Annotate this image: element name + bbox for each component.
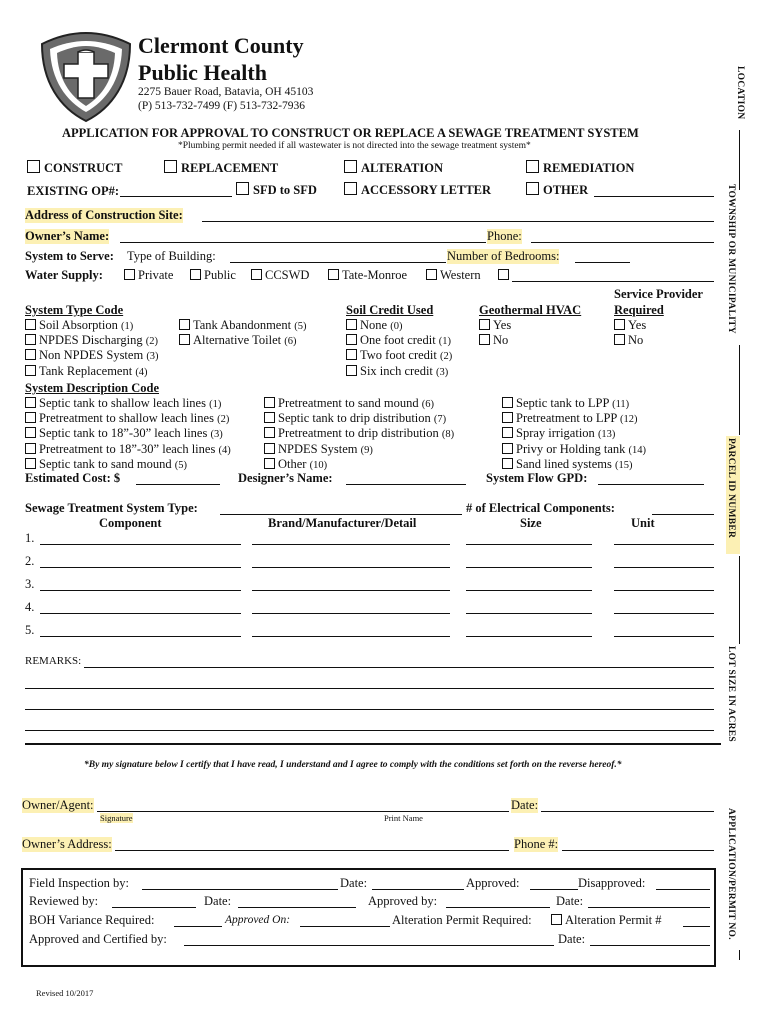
accessory-label: ACCESSORY LETTER: [361, 183, 492, 197]
service-no-option[interactable]: [614, 333, 646, 348]
remarks-line[interactable]: [25, 730, 714, 731]
electrical-label: # of Electrical Components:: [466, 501, 615, 515]
system-type-checkbox[interactable]: [25, 319, 36, 330]
component-header: Component: [99, 516, 162, 530]
org-name-line2: Public Health: [138, 60, 267, 85]
boh-variance-label: BOH Variance Required:: [29, 913, 155, 927]
field-inspection-field[interactable]: [142, 889, 338, 890]
certified-field[interactable]: [184, 945, 554, 946]
revision-note: Revised 10/2017: [36, 988, 94, 998]
field-inspection-label: Field Inspection by:: [29, 876, 129, 890]
component-field[interactable]: [252, 613, 450, 614]
description-option[interactable]: [25, 411, 231, 426]
component-field[interactable]: [466, 544, 592, 545]
service-yes-option[interactable]: [614, 318, 646, 333]
field-date-field[interactable]: [372, 889, 464, 890]
service-provider-subheading: Required: [614, 303, 664, 317]
option-label: Septic tank to sand mound: [39, 456, 172, 471]
component-field[interactable]: [614, 590, 714, 591]
approved-on-field[interactable]: [300, 926, 390, 927]
component-field[interactable]: [40, 567, 241, 568]
water-private-checkbox[interactable]: [124, 269, 135, 280]
system-type-option[interactable]: [179, 333, 306, 348]
geothermal-no-option[interactable]: [479, 333, 511, 348]
sfd-checkbox[interactable]: [236, 182, 249, 195]
sidebar-location: LOCATION: [735, 66, 745, 120]
certified-date-field[interactable]: [590, 945, 710, 946]
bedrooms-label: Number of Bedrooms:: [447, 249, 560, 263]
option-code: (2): [217, 414, 230, 426]
system-type-field[interactable]: [220, 514, 462, 515]
sidebar-rule: [739, 950, 740, 960]
owner-agent-field[interactable]: [97, 811, 509, 812]
replacement-label: REPLACEMENT: [181, 161, 279, 175]
water-public-label: Public: [204, 268, 236, 282]
approved-by-label: Approved by:: [368, 894, 438, 908]
water-private-label: Private: [138, 268, 174, 282]
sidebar-rule: [739, 130, 740, 190]
component-field[interactable]: [40, 590, 241, 591]
system-type-label: Sewage Treatment System Type:: [25, 501, 198, 515]
existing-op-label: EXISTING OP#:: [27, 184, 120, 198]
approved-field[interactable]: [530, 889, 578, 890]
sign-date-field[interactable]: [541, 811, 714, 812]
service-yes-checkbox[interactable]: [614, 319, 625, 330]
option-code: (0): [390, 321, 403, 332]
sfd-option[interactable]: [236, 182, 317, 198]
remediation-label: REMEDIATION: [543, 161, 635, 175]
water-ccswd-label: CCSWD: [265, 268, 310, 282]
electrical-field[interactable]: [652, 514, 714, 515]
sfd-label: SFD to SFD: [253, 183, 317, 197]
component-row-number: 2.: [25, 554, 35, 568]
description-option[interactable]: [264, 396, 454, 411]
component-row-number: 4.: [25, 600, 35, 614]
flow-label: System Flow GPD:: [486, 471, 588, 485]
description-checkbox[interactable]: [264, 427, 275, 438]
option-code: (4): [218, 444, 231, 456]
description-option[interactable]: [25, 442, 231, 457]
description-col3: [502, 396, 646, 472]
approved-on-label: Approved On:: [225, 914, 291, 926]
certified-label: Approved and Certified by:: [29, 932, 167, 946]
description-checkbox[interactable]: [502, 427, 513, 438]
accessory-option[interactable]: [344, 182, 491, 198]
component-field[interactable]: [252, 636, 450, 637]
system-type-option[interactable]: [25, 364, 159, 379]
description-checkbox[interactable]: [502, 458, 513, 469]
disapproved-label: Disapproved:: [578, 876, 646, 890]
other-checkbox[interactable]: [526, 182, 539, 195]
address-field[interactable]: [202, 221, 714, 222]
system-type-heading: System Type Code: [25, 303, 124, 317]
component-row-number: 5.: [25, 623, 35, 637]
construct-label: CONSTRUCT: [44, 161, 123, 175]
geothermal-yes-checkbox[interactable]: [479, 319, 490, 330]
soil-credit-checkbox[interactable]: [346, 349, 357, 360]
soil-credit-heading: Soil Credit Used: [346, 303, 434, 317]
option-code: (12): [620, 414, 638, 426]
soil-credit-checkbox[interactable]: [346, 365, 357, 376]
option-label: Yes: [628, 318, 647, 332]
system-type-checkbox[interactable]: [25, 349, 36, 360]
option-label: Yes: [493, 318, 512, 332]
disapproved-field[interactable]: [656, 889, 710, 890]
component-field[interactable]: [466, 567, 592, 568]
approved-by-field[interactable]: [446, 907, 550, 908]
remarks-line[interactable]: [25, 709, 714, 710]
water-tate-checkbox[interactable]: [328, 269, 339, 280]
description-checkbox[interactable]: [25, 458, 36, 469]
description-checkbox[interactable]: [25, 427, 36, 438]
water-other-checkbox[interactable]: [498, 269, 509, 280]
replacement-option[interactable]: [164, 160, 278, 176]
org-address: 2275 Bauer Road, Batavia, OH 45103: [138, 86, 314, 98]
certification-statement: *By my signature below I certify that I have read, I understand and I agree to comply with the conditions set forth on the reverse hereof.*: [84, 760, 622, 770]
form-subtitle: *Plumbing permit needed if all wastewater is not directed into the sewage treatment system*: [178, 141, 531, 151]
option-code: (6): [421, 399, 434, 410]
remarks-line[interactable]: [25, 688, 714, 689]
water-private-option[interactable]: [124, 268, 173, 283]
sidebar-rule: [739, 345, 740, 435]
option-code: (15): [614, 459, 633, 471]
soil-credit-list: [346, 318, 452, 379]
reviewed-field[interactable]: [112, 907, 196, 908]
component-field[interactable]: [614, 636, 714, 637]
sign-date-label: Date:: [511, 798, 539, 812]
system-type-option[interactable]: [25, 333, 159, 348]
option-label: Soil Absorption: [39, 318, 118, 332]
reviewed-date-label: Date:: [204, 894, 232, 908]
option-label: Non NPDES System: [39, 348, 144, 363]
option-label: Six inch credit: [360, 363, 433, 378]
existing-op-field[interactable]: [120, 196, 232, 197]
bedrooms-field[interactable]: [575, 262, 630, 263]
description-checkbox[interactable]: [502, 412, 513, 423]
option-code: (10): [309, 459, 328, 471]
reviewed-label: Reviewed by:: [29, 894, 99, 908]
component-field[interactable]: [614, 544, 714, 545]
description-option[interactable]: [502, 426, 646, 441]
system-type-checkbox[interactable]: [179, 319, 190, 330]
accessory-checkbox[interactable]: [344, 182, 357, 195]
print-name-caption: Print Name: [384, 813, 423, 823]
other-label: OTHER: [543, 183, 589, 197]
alteration-num-label: Alteration Permit #: [565, 913, 662, 927]
description-option[interactable]: [25, 396, 231, 411]
option-label: Septic tank to 18”-30” leach lines: [39, 426, 208, 441]
description-heading: System Description Code: [25, 381, 160, 395]
other-field[interactable]: [594, 196, 714, 197]
alteration-option[interactable]: [344, 160, 443, 176]
option-label: Pretreatment to drip distribution: [278, 426, 439, 441]
remediation-checkbox[interactable]: [526, 160, 539, 173]
water-other-field[interactable]: [512, 281, 714, 282]
form-title: APPLICATION FOR APPROVAL TO CONSTRUCT OR REPLACE A SEWAGE TREATMENT SYSTEM: [62, 126, 639, 140]
option-label: Alternative Toilet: [193, 333, 282, 348]
component-field[interactable]: [40, 613, 241, 614]
approved-by-date-label: Date:: [556, 894, 584, 908]
option-label: Septic tank to LPP: [516, 396, 609, 410]
option-label: One foot credit: [360, 333, 436, 348]
replacement-checkbox[interactable]: [164, 160, 177, 173]
system-type-checkbox[interactable]: [179, 334, 190, 345]
option-code: (3): [436, 366, 449, 378]
boh-variance-field[interactable]: [174, 926, 222, 927]
option-code: (7): [433, 414, 447, 426]
owner-name-field[interactable]: [120, 242, 486, 243]
option-code: (8): [441, 429, 455, 441]
option-label: None: [360, 318, 388, 332]
component-field[interactable]: [466, 590, 592, 591]
option-code: (11): [612, 399, 630, 410]
option-label: Pretreatment to shallow leach lines: [39, 411, 214, 426]
construct-option[interactable]: [27, 160, 123, 176]
system-type-checkbox[interactable]: [25, 365, 36, 376]
component-field[interactable]: [40, 636, 241, 637]
description-option[interactable]: [502, 411, 646, 426]
soil-credit-option[interactable]: [346, 364, 452, 379]
alteration-required-checkbox[interactable]: [551, 914, 562, 925]
option-code: (5): [294, 321, 307, 332]
description-col2: [264, 396, 454, 472]
option-code: (2): [145, 336, 158, 348]
construct-checkbox[interactable]: [27, 160, 40, 173]
option-label: Spray irrigation: [516, 426, 595, 441]
description-option[interactable]: [264, 426, 454, 441]
component-row-number: 3.: [25, 577, 35, 591]
flow-field[interactable]: [598, 484, 704, 485]
option-code: (2): [440, 351, 453, 363]
option-code: (6): [284, 336, 297, 348]
sidebar-parcel: PARCEL ID NUMBER: [726, 438, 736, 539]
system-type-option[interactable]: [25, 348, 159, 363]
other-option[interactable]: [526, 182, 588, 198]
option-label: Tank Abandonment: [193, 318, 292, 332]
owner-phone-label: Phone #:: [514, 837, 559, 851]
alteration-required-option[interactable]: [551, 913, 662, 928]
component-field[interactable]: [252, 590, 450, 591]
option-code: (4): [135, 366, 148, 378]
remediation-option[interactable]: [526, 160, 634, 176]
soil-credit-checkbox[interactable]: [346, 319, 357, 330]
water-tate-label: Tate-Monroe: [342, 268, 408, 282]
system-type-col1: [25, 318, 159, 379]
reviewed-date-field[interactable]: [238, 907, 356, 908]
option-label: No: [493, 333, 509, 348]
system-type-option[interactable]: [25, 318, 159, 333]
option-code: (5): [174, 459, 187, 471]
service-provider-heading: Service Provider: [614, 287, 703, 301]
water-public-checkbox[interactable]: [190, 269, 201, 280]
alteration-num-field[interactable]: [683, 926, 710, 927]
water-western-label: Western: [440, 268, 481, 282]
description-checkbox[interactable]: [25, 412, 36, 423]
description-checkbox[interactable]: [264, 443, 275, 454]
service-no-checkbox[interactable]: [614, 334, 625, 345]
unit-header: Unit: [631, 516, 655, 530]
component-field[interactable]: [466, 636, 592, 637]
soil-credit-option[interactable]: [346, 333, 452, 348]
component-field[interactable]: [40, 544, 241, 545]
option-label: Privy or Holding tank: [516, 441, 626, 456]
service-provider-list: [614, 318, 646, 348]
option-code: (3): [210, 429, 223, 441]
designer-label: Designer’s Name:: [238, 471, 333, 485]
approved-label: Approved:: [466, 876, 520, 890]
description-checkbox[interactable]: [25, 397, 36, 408]
owner-address-field[interactable]: [115, 850, 509, 851]
description-checkbox[interactable]: [264, 397, 275, 408]
remarks-line[interactable]: [84, 667, 714, 668]
option-code: (1): [438, 336, 452, 348]
option-label: Two foot credit: [360, 348, 437, 363]
designer-field[interactable]: [346, 484, 466, 485]
component-field[interactable]: [614, 613, 714, 614]
geothermal-yes-option[interactable]: [479, 318, 511, 333]
option-code: (1): [209, 399, 222, 410]
alteration-required-label: Alteration Permit Required:: [392, 913, 532, 927]
water-ccswd-option[interactable]: [251, 268, 309, 283]
owner-address-label: Owner’s Address:: [22, 837, 112, 851]
description-option[interactable]: [25, 426, 231, 441]
description-option[interactable]: [264, 442, 454, 457]
option-label: No: [628, 333, 644, 348]
water-tate-option[interactable]: [328, 268, 407, 283]
approved-by-date-field[interactable]: [588, 907, 710, 908]
description-option[interactable]: [502, 457, 646, 472]
option-code: (3): [146, 351, 159, 363]
system-serve-label: System to Serve:: [25, 249, 114, 263]
water-western-checkbox[interactable]: [426, 269, 437, 280]
field-date-label: Date:: [340, 876, 368, 890]
description-option[interactable]: [502, 396, 646, 411]
option-label: Sand lined systems: [516, 456, 612, 471]
option-label: Tank Replacement: [39, 363, 133, 378]
component-field[interactable]: [466, 613, 592, 614]
geothermal-heading: Geothermal HVAC: [479, 303, 582, 317]
certified-date-label: Date:: [558, 932, 586, 946]
component-row-number: 1.: [25, 531, 35, 545]
option-label: Septic tank to shallow leach lines: [39, 396, 206, 410]
water-public-option[interactable]: [190, 268, 236, 283]
water-other-option[interactable]: [498, 268, 512, 283]
owner-phone-field[interactable]: [562, 850, 714, 851]
option-label: Other: [278, 456, 307, 471]
soil-credit-option[interactable]: [346, 318, 452, 333]
system-type-col2: [179, 318, 306, 348]
description-checkbox[interactable]: [502, 443, 513, 454]
org-name-line1: Clermont County: [138, 33, 304, 58]
size-header: Size: [520, 516, 542, 530]
remarks-bottom-rule: [25, 743, 721, 745]
description-option[interactable]: [502, 442, 646, 457]
water-supply-label: Water Supply:: [25, 268, 103, 282]
sidebar-rule: [739, 556, 740, 644]
description-checkbox[interactable]: [502, 397, 513, 408]
owner-agent-label: Owner/Agent:: [22, 798, 94, 812]
option-label: Pretreatment to 18”-30” leach lines: [39, 441, 216, 456]
soil-credit-option[interactable]: [346, 348, 452, 363]
geothermal-no-checkbox[interactable]: [479, 334, 490, 345]
signature-caption: Signature: [100, 813, 133, 823]
description-option[interactable]: [264, 457, 454, 472]
component-field[interactable]: [252, 544, 450, 545]
system-type-checkbox[interactable]: [25, 334, 36, 345]
water-western-option[interactable]: [426, 268, 481, 283]
building-type-label: Type of Building:: [127, 249, 216, 263]
option-label: NPDES System: [278, 441, 358, 456]
soil-credit-checkbox[interactable]: [346, 334, 357, 345]
brand-header: Brand/Manufacturer/Detail: [268, 516, 417, 530]
component-field[interactable]: [252, 567, 450, 568]
component-field[interactable]: [614, 567, 714, 568]
org-phones: (P) 513-732-7499 (F) 513-732-7936: [138, 100, 306, 112]
description-checkbox[interactable]: [264, 458, 275, 469]
description-option[interactable]: [264, 411, 454, 426]
option-label: Pretreatment to sand mound: [278, 396, 419, 410]
remarks-label: REMARKS:: [25, 655, 82, 667]
building-type-field[interactable]: [230, 262, 446, 263]
description-checkbox[interactable]: [25, 443, 36, 454]
org-name: [138, 32, 304, 86]
option-label: NPDES Discharging: [39, 333, 143, 348]
logo-icon: [38, 30, 134, 124]
owner-name-label: Owner’s Name:: [25, 229, 110, 243]
description-checkbox[interactable]: [264, 412, 275, 423]
alteration-checkbox[interactable]: [344, 160, 357, 173]
option-code: (9): [360, 444, 373, 456]
option-code: (13): [597, 429, 616, 441]
address-label: Address of Construction Site:: [25, 208, 183, 222]
sidebar-lot-size: LOT SIZE IN ACRES: [726, 646, 736, 743]
phone-field[interactable]: [531, 242, 714, 243]
option-label: Septic tank to drip distribution: [278, 411, 431, 426]
geothermal-list: [479, 318, 511, 348]
phone-label: Phone:: [487, 229, 522, 243]
option-label: Pretreatment to LPP: [516, 411, 617, 426]
sidebar-permit-no: APPLICATION/PERMIT NO.: [726, 808, 736, 940]
option-code: (14): [628, 444, 646, 456]
estimated-cost-label: Estimated Cost: $: [25, 471, 121, 485]
description-option[interactable]: [25, 457, 231, 472]
sidebar-township: TOWNSHIP OR MUNICIPALITY: [726, 184, 736, 334]
alteration-label: ALTERATION: [361, 161, 443, 175]
system-type-option[interactable]: [179, 318, 306, 333]
water-ccswd-checkbox[interactable]: [251, 269, 262, 280]
description-col1: [25, 396, 231, 472]
option-code: (1): [120, 321, 134, 332]
estimated-cost-field[interactable]: [136, 484, 220, 485]
